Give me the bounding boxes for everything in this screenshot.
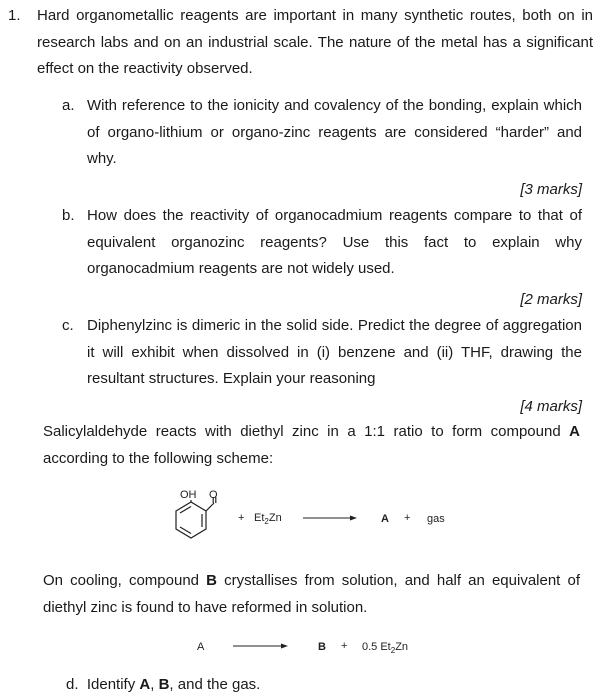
scheme1-plus: + (238, 512, 245, 524)
scheme2-product-b: B (318, 641, 326, 653)
carbonyl-o-label: O (209, 489, 218, 501)
part-a-marks: [3 marks] (520, 181, 582, 198)
coef-suffix: Zn (395, 641, 409, 653)
part-a-label: a. (62, 97, 75, 114)
scheme1-arrow (303, 516, 357, 521)
scheme2-plus: + (341, 640, 348, 652)
part-c-label: c. (62, 317, 74, 334)
aldehyde-ring-bond (206, 503, 214, 511)
salicyl-compound-a: A (569, 423, 580, 440)
scheme2-arrow (233, 644, 288, 649)
part-b-label: b. (62, 207, 75, 224)
part-c-text: Diphenylzinc is dimeric in the solid side. Predict the degree of aggregation it will exhibit when dissolved in (i) benzene and (ii) THF, drawing the resultant structures. Explain your reasoning (87, 317, 582, 387)
reagent-prefix: Et (254, 512, 265, 524)
coef-prefix: 0.5 Et (362, 641, 391, 653)
cooling-compound-b: B (206, 572, 217, 589)
scheme1-product-a: A (381, 513, 389, 525)
question-number: 1. (8, 7, 21, 24)
part-d-sep1: , (150, 676, 159, 693)
benzene-ring (176, 502, 206, 538)
part-d-label: d. (66, 676, 79, 693)
part-d-text-before: Identify (86, 676, 140, 693)
cooling-text-before: On cooling, compound (43, 572, 207, 589)
part-a-text: With reference to the ionicity and covalency of the bonding, explain which of organo-lithium or organo-zinc reagents are considered “harder” and why. (87, 97, 582, 167)
reagent-subscript: 2 (264, 517, 269, 526)
aromatic-bond-1 (180, 507, 191, 514)
part-b-text: How does the reactivity of organocadmium reagents compare to that of equivalent organozinc reagents? Use this fact to explain why organocadmium reagents are not widely used. (87, 207, 582, 277)
question-intro: Hard organometallic reagents are important in many synthetic routes, both on in research labs and on an industrial scale. The nature of the metal has a significant effect on the reactivity observed. (37, 7, 593, 77)
part-b-marks: [2 marks] (520, 291, 582, 308)
scheme1-plus-2: + (404, 512, 411, 524)
cooling-paragraph (43, 568, 580, 621)
scheme2-reactant-a: A (197, 641, 205, 653)
oh-label: OH (180, 489, 197, 501)
part-d (66, 672, 260, 699)
aromatic-bond-3 (180, 527, 191, 534)
scheme1-gas: gas (427, 513, 445, 525)
scheme2-diethylzinc (362, 641, 408, 655)
part-d-a: A (139, 676, 151, 693)
reagent-suffix: Zn (268, 512, 282, 524)
cooling-text-after: crystallises from solution, and half an equivalent of diethyl zinc is found to have reformed in solution. (43, 572, 580, 616)
diethylzinc-reagent (254, 512, 282, 526)
coef-subscript: 2 (390, 646, 396, 655)
part-c-marks: [4 marks] (520, 398, 582, 415)
part-d-b: B (158, 676, 170, 693)
salicyl-text-after: according to the following scheme: (43, 449, 274, 467)
part-d-sep2: , and the gas. (169, 676, 261, 693)
salicyl-text-before: Salicylaldehyde reacts with diethyl zinc in a 1:1 ratio to form compound (43, 423, 570, 440)
salicylaldehyde-structure (176, 497, 216, 538)
salicylaldehyde-paragraph (43, 419, 580, 472)
